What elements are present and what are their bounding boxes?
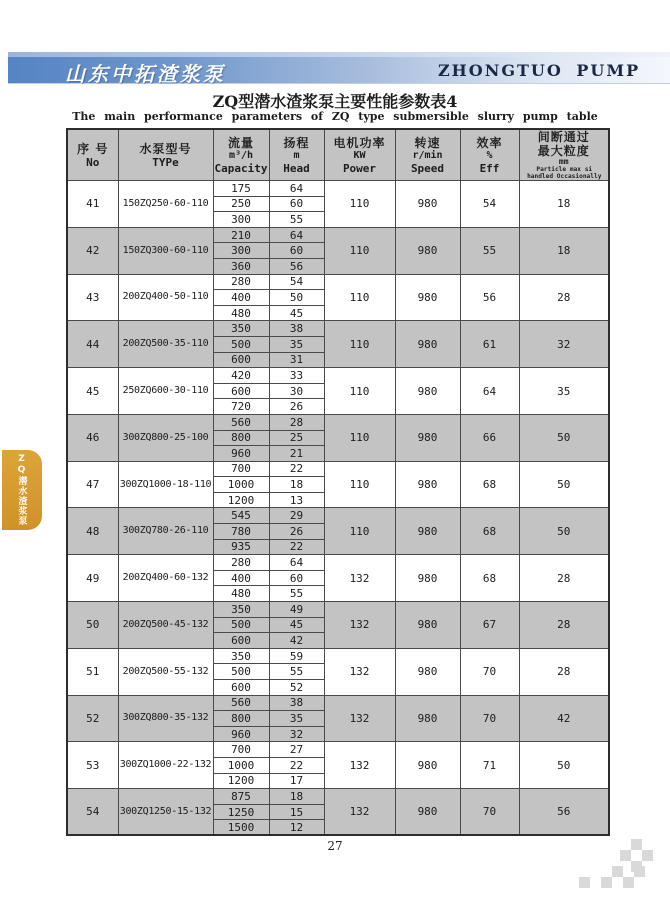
power-value: 110: [324, 321, 395, 368]
particle-value: 50: [519, 508, 609, 555]
capacity-value: 600: [213, 383, 269, 399]
speed-value: 980: [395, 508, 460, 555]
head-value: 52: [269, 680, 324, 696]
capacity-value: 545: [213, 508, 269, 524]
capacity-value: 360: [213, 258, 269, 274]
eff-value: 67: [460, 602, 519, 649]
eff-value: 64: [460, 368, 519, 415]
table-row: [67, 789, 609, 805]
capacity-value: 350: [213, 602, 269, 618]
head-value: 18: [269, 477, 324, 493]
eff-value: 55: [460, 227, 519, 274]
capacity-value: 1200: [213, 773, 269, 789]
brand-logo-en: ZHONGTUO PUMP: [438, 61, 641, 80]
col-header-particle: 间断通过 最大粒度 mm Particle max si handled Occasionally: [519, 129, 609, 181]
speed-value: 980: [395, 414, 460, 461]
row-number: 44: [67, 321, 118, 368]
row-number: 42: [67, 227, 118, 274]
table-header-row: [67, 129, 609, 181]
capacity-value: 400: [213, 570, 269, 586]
particle-value: 50: [519, 461, 609, 508]
eff-value: 68: [460, 508, 519, 555]
capacity-value: 600: [213, 633, 269, 649]
capacity-value: 300: [213, 212, 269, 228]
capacity-value: 280: [213, 274, 269, 290]
power-value: 110: [324, 508, 395, 555]
head-value: 28: [269, 414, 324, 430]
capacity-value: 600: [213, 352, 269, 368]
head-value: 21: [269, 446, 324, 462]
power-value: 110: [324, 274, 395, 321]
power-value: 110: [324, 227, 395, 274]
col-header-no: 序 号 No: [67, 129, 118, 181]
particle-value: 50: [519, 414, 609, 461]
head-value: 42: [269, 633, 324, 649]
col-header-capacity: 流量 m³/h Capacity: [213, 129, 269, 181]
head-value: 60: [269, 570, 324, 586]
capacity-value: 420: [213, 368, 269, 384]
head-value: 31: [269, 352, 324, 368]
head-value: 26: [269, 524, 324, 540]
row-number: 45: [67, 368, 118, 415]
power-value: 132: [324, 789, 395, 836]
power-value: 132: [324, 602, 395, 649]
speed-value: 980: [395, 368, 460, 415]
capacity-value: 350: [213, 648, 269, 664]
col-header-model: 水泵型号 TYPe: [118, 129, 213, 181]
capacity-value: 500: [213, 336, 269, 352]
pump-model: 300ZQ1250-15-132: [118, 789, 213, 836]
col-header-eff: 效率 % Eff: [460, 129, 519, 181]
row-number: 53: [67, 742, 118, 789]
head-value: 27: [269, 742, 324, 758]
speed-value: 980: [395, 274, 460, 321]
col-header-power: 电机功率 KW Power: [324, 129, 395, 181]
pump-model: 300ZQ780-26-110: [118, 508, 213, 555]
eff-value: 61: [460, 321, 519, 368]
capacity-value: 875: [213, 789, 269, 805]
row-number: 41: [67, 181, 118, 228]
pump-model: 200ZQ400-60-132: [118, 555, 213, 602]
head-value: 64: [269, 555, 324, 571]
table-row: [67, 695, 609, 711]
row-number: 49: [67, 555, 118, 602]
head-value: 22: [269, 539, 324, 555]
table-row: [67, 321, 609, 337]
capacity-value: 280: [213, 555, 269, 571]
head-value: 12: [269, 820, 324, 836]
row-number: 54: [67, 789, 118, 836]
capacity-value: 350: [213, 321, 269, 337]
row-number: 48: [67, 508, 118, 555]
col-header-head: 扬程 m Head: [269, 129, 324, 181]
capacity-value: 1500: [213, 820, 269, 836]
chapter-side-tab-label: ZQ潜水渣浆泵: [16, 454, 27, 526]
capacity-value: 210: [213, 227, 269, 243]
col-header-speed: 转速 r/min Speed: [395, 129, 460, 181]
power-value: 132: [324, 742, 395, 789]
row-number: 51: [67, 648, 118, 695]
head-value: 13: [269, 492, 324, 508]
capacity-value: 560: [213, 695, 269, 711]
pump-model: 300ZQ800-35-132: [118, 695, 213, 742]
eff-value: 70: [460, 695, 519, 742]
capacity-value: 720: [213, 399, 269, 415]
speed-value: 980: [395, 602, 460, 649]
head-value: 29: [269, 508, 324, 524]
head-value: 22: [269, 461, 324, 477]
head-value: 38: [269, 695, 324, 711]
pump-model: 250ZQ600-30-110: [118, 368, 213, 415]
capacity-value: 1200: [213, 492, 269, 508]
head-value: 32: [269, 726, 324, 742]
capacity-value: 960: [213, 726, 269, 742]
head-value: 35: [269, 336, 324, 352]
pump-model: 200ZQ500-55-132: [118, 648, 213, 695]
capacity-value: 1250: [213, 804, 269, 820]
page-number: 27: [327, 839, 343, 853]
speed-value: 980: [395, 742, 460, 789]
head-value: 56: [269, 258, 324, 274]
particle-value: 28: [519, 648, 609, 695]
pump-model: 150ZQ250-60-110: [118, 181, 213, 228]
power-value: 110: [324, 181, 395, 228]
capacity-value: 175: [213, 181, 269, 197]
speed-value: 980: [395, 695, 460, 742]
power-value: 132: [324, 555, 395, 602]
row-number: 50: [67, 602, 118, 649]
particle-value: 32: [519, 321, 609, 368]
pump-model: 300ZQ1000-22-132: [118, 742, 213, 789]
header-band-main: [8, 57, 670, 84]
eff-value: 70: [460, 789, 519, 836]
table-row: [67, 274, 609, 290]
table-row: [67, 181, 609, 197]
head-value: 33: [269, 368, 324, 384]
head-value: 18: [269, 789, 324, 805]
pump-parameter-table: [66, 128, 610, 836]
eff-value: 71: [460, 742, 519, 789]
eff-value: 70: [460, 648, 519, 695]
eff-value: 56: [460, 274, 519, 321]
particle-value: 42: [519, 695, 609, 742]
eff-value: 68: [460, 461, 519, 508]
eff-value: 68: [460, 555, 519, 602]
power-value: 110: [324, 368, 395, 415]
speed-value: 980: [395, 555, 460, 602]
table-row: [67, 742, 609, 758]
capacity-value: 600: [213, 680, 269, 696]
brand-logo-cn: 山东中拓渣浆泵: [65, 62, 226, 86]
head-value: 45: [269, 617, 324, 633]
pump-model: 200ZQ500-45-132: [118, 602, 213, 649]
chapter-side-tab: [2, 450, 42, 530]
capacity-value: 1000: [213, 477, 269, 493]
row-number: 43: [67, 274, 118, 321]
table-row: [67, 555, 609, 571]
particle-value: 35: [519, 368, 609, 415]
head-value: 54: [269, 274, 324, 290]
capacity-value: 250: [213, 196, 269, 212]
eff-value: 54: [460, 181, 519, 228]
capacity-value: 800: [213, 430, 269, 446]
capacity-value: 500: [213, 664, 269, 680]
speed-value: 980: [395, 461, 460, 508]
particle-value: 28: [519, 555, 609, 602]
particle-value: 28: [519, 274, 609, 321]
head-value: 15: [269, 804, 324, 820]
particle-value: 18: [519, 181, 609, 228]
power-value: 110: [324, 414, 395, 461]
head-value: 22: [269, 757, 324, 773]
head-value: 30: [269, 383, 324, 399]
pump-model: 300ZQ800-25-100: [118, 414, 213, 461]
pump-model: 300ZQ1000-18-110: [118, 461, 213, 508]
capacity-value: 480: [213, 305, 269, 321]
head-value: 50: [269, 290, 324, 306]
capacity-value: 700: [213, 461, 269, 477]
row-number: 52: [67, 695, 118, 742]
head-value: 64: [269, 181, 324, 197]
capacity-value: 960: [213, 446, 269, 462]
head-value: 17: [269, 773, 324, 789]
head-value: 59: [269, 648, 324, 664]
pump-model: 150ZQ300-60-110: [118, 227, 213, 274]
head-value: 60: [269, 196, 324, 212]
pump-model: 200ZQ400-50-110: [118, 274, 213, 321]
capacity-value: 1000: [213, 757, 269, 773]
capacity-value: 400: [213, 290, 269, 306]
power-value: 132: [324, 695, 395, 742]
head-value: 38: [269, 321, 324, 337]
head-value: 55: [269, 212, 324, 228]
capacity-value: 300: [213, 243, 269, 259]
header-band: [8, 52, 670, 84]
capacity-value: 780: [213, 524, 269, 540]
particle-value: 50: [519, 742, 609, 789]
pump-model: 200ZQ500-35-110: [118, 321, 213, 368]
page-subtitle: The main performance parameters of ZQ type submersible slurry pump table: [72, 110, 598, 123]
head-value: 55: [269, 586, 324, 602]
head-value: 55: [269, 664, 324, 680]
table-row: [67, 648, 609, 664]
row-number: 47: [67, 461, 118, 508]
head-value: 60: [269, 243, 324, 259]
head-value: 45: [269, 305, 324, 321]
power-value: 110: [324, 461, 395, 508]
speed-value: 980: [395, 321, 460, 368]
particle-value: 56: [519, 789, 609, 836]
speed-value: 980: [395, 181, 460, 228]
capacity-value: 700: [213, 742, 269, 758]
table-row: [67, 508, 609, 524]
table-row: [67, 602, 609, 618]
speed-value: 980: [395, 227, 460, 274]
head-value: 35: [269, 711, 324, 727]
head-value: 64: [269, 227, 324, 243]
capacity-value: 500: [213, 617, 269, 633]
capacity-value: 800: [213, 711, 269, 727]
row-number: 46: [67, 414, 118, 461]
capacity-value: 560: [213, 414, 269, 430]
capacity-value: 935: [213, 539, 269, 555]
particle-value: 28: [519, 602, 609, 649]
head-value: 25: [269, 430, 324, 446]
table-row: [67, 461, 609, 477]
table-row: [67, 227, 609, 243]
eff-value: 66: [460, 414, 519, 461]
head-value: 49: [269, 602, 324, 618]
table-row: [67, 368, 609, 384]
speed-value: 980: [395, 648, 460, 695]
pump-table-body: [67, 181, 609, 836]
power-value: 132: [324, 648, 395, 695]
page-title: ZQ型潜水渣浆泵主要性能参数表4: [212, 92, 458, 111]
head-value: 26: [269, 399, 324, 415]
particle-value: 18: [519, 227, 609, 274]
table-row: [67, 414, 609, 430]
speed-value: 980: [395, 789, 460, 836]
capacity-value: 480: [213, 586, 269, 602]
